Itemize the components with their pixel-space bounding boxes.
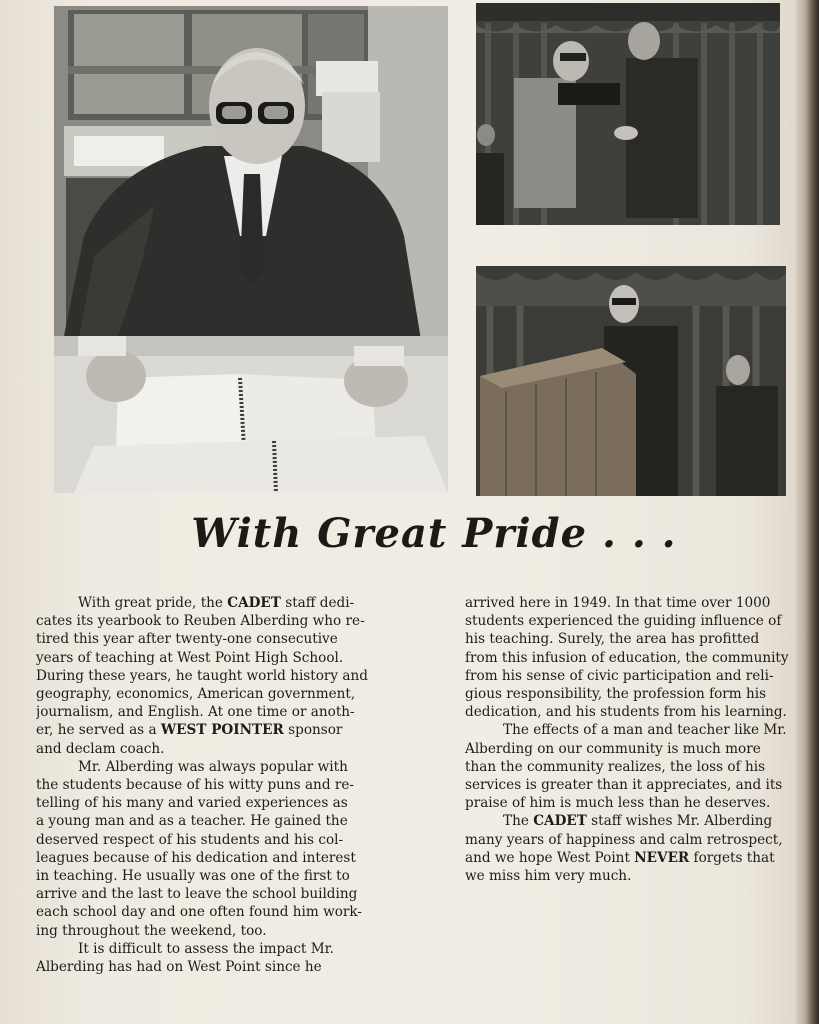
bold-text: NEVER <box>634 849 690 866</box>
bold-text: WEST POINTER <box>160 722 284 739</box>
text-line <box>465 685 805 703</box>
text-line <box>465 740 805 758</box>
text-line <box>36 940 406 958</box>
text-run: staff wishes Mr. Alberding <box>586 813 773 830</box>
text-run: each school day and one often found him work- <box>36 904 362 921</box>
text-run: a young man and as a teacher. He gained the <box>36 813 348 830</box>
text-run: forgets that <box>689 849 775 866</box>
text-line <box>36 903 406 921</box>
text-run: The <box>503 813 534 830</box>
text-line <box>465 812 805 830</box>
text-run: staff dedi- <box>280 595 355 611</box>
text-line <box>36 594 406 612</box>
text-run: praise of him is much less than he deserves. <box>465 795 771 812</box>
text-line <box>36 649 406 667</box>
text-run: arrive and the last to leave the school building <box>36 886 358 903</box>
paragraph <box>465 721 805 812</box>
text-line <box>465 594 805 612</box>
text-run: leagues because of his dedication and interest <box>36 849 356 866</box>
text-run: and we hope West Point <box>465 849 635 866</box>
text-run: During these years, he taught world history and <box>36 667 368 684</box>
text-run: from this infusion of education, the community <box>465 649 789 666</box>
page-title: With Great Pride . . . <box>191 510 677 557</box>
text-run: services is greater than it appreciates, and its <box>465 777 783 794</box>
text-run: the students because of his witty puns and re- <box>36 777 354 794</box>
text-line <box>36 831 406 849</box>
text-line <box>465 831 805 849</box>
text-run: his teaching. Surely, the area has profitted <box>465 631 760 648</box>
paragraph <box>465 812 805 885</box>
text-run: tired this year after twenty-one consecutive <box>36 631 338 648</box>
text-line <box>36 612 406 630</box>
text-line <box>36 740 406 758</box>
text-run: With great pride, the <box>78 595 228 611</box>
text-run: telling of his many and varied experiences as <box>36 795 348 812</box>
paragraph <box>465 594 805 721</box>
text-run: Alberding on our community is much more <box>465 740 761 757</box>
text-line <box>465 630 805 648</box>
text-run: Mr. Alberding was always popular with <box>78 758 348 775</box>
text-line <box>36 922 406 940</box>
text-run: students experienced the guiding influence of <box>465 613 782 630</box>
right-text-column <box>465 594 805 885</box>
text-line <box>36 849 406 867</box>
text-run: journalism, and English. At one time or anoth- <box>36 704 355 721</box>
text-line <box>36 867 406 885</box>
text-run: dedication, and his students from his learning. <box>465 704 787 721</box>
text-run: than the community realizes, the loss of his <box>465 758 766 775</box>
text-line <box>36 958 406 976</box>
text-line <box>36 721 406 739</box>
text-line <box>465 612 805 630</box>
text-run: The effects of a man and teacher like Mr. <box>503 722 787 739</box>
text-line <box>36 685 406 703</box>
text-line <box>465 703 805 721</box>
text-run: in teaching. He usually was one of the first to <box>36 868 350 885</box>
text-line <box>36 794 406 812</box>
bold-text: CADET <box>227 595 281 611</box>
text-line <box>36 812 406 830</box>
text-line <box>465 667 805 685</box>
text-run: ing throughout the weekend, too. <box>36 922 267 939</box>
text-run: from his sense of civic participation and reli- <box>465 667 774 684</box>
text-line <box>36 776 406 794</box>
text-run: deserved respect of his students and his col- <box>36 831 344 848</box>
text-line <box>465 794 805 812</box>
text-run: we miss him very much. <box>465 868 632 885</box>
left-text-column <box>36 594 406 976</box>
text-run: and declam coach. <box>36 740 165 757</box>
paragraph <box>36 594 406 758</box>
portrait-photo <box>54 6 448 493</box>
text-line <box>36 703 406 721</box>
paragraph <box>36 758 406 940</box>
podium-speech-photo <box>476 266 786 496</box>
text-run: geography, economics, American government, <box>36 686 356 703</box>
text-line <box>465 758 805 776</box>
text-line <box>36 758 406 776</box>
text-run: arrived here in 1949. In that time over 1000 <box>465 595 771 611</box>
text-run: sponsor <box>283 722 343 739</box>
award-presentation-photo <box>476 3 780 225</box>
text-line <box>465 867 805 885</box>
text-line <box>465 849 805 867</box>
text-line <box>465 649 805 667</box>
text-run: gious responsibility, the profession form his <box>465 686 767 703</box>
text-line <box>465 776 805 794</box>
text-run: cates its yearbook to Reuben Alberding who re- <box>36 613 365 630</box>
text-line <box>36 885 406 903</box>
text-line <box>36 630 406 648</box>
text-line <box>36 667 406 685</box>
text-line <box>465 721 805 739</box>
text-run: It is difficult to assess the impact Mr. <box>78 940 334 957</box>
text-run: years of teaching at West Point High School. <box>36 649 344 666</box>
paragraph <box>36 940 406 976</box>
text-run: Alberding has had on West Point since he <box>36 959 322 976</box>
bold-text: CADET <box>533 813 587 830</box>
text-run: many years of happiness and calm retrospect, <box>465 831 783 848</box>
text-run: er, he served as a <box>36 722 161 739</box>
